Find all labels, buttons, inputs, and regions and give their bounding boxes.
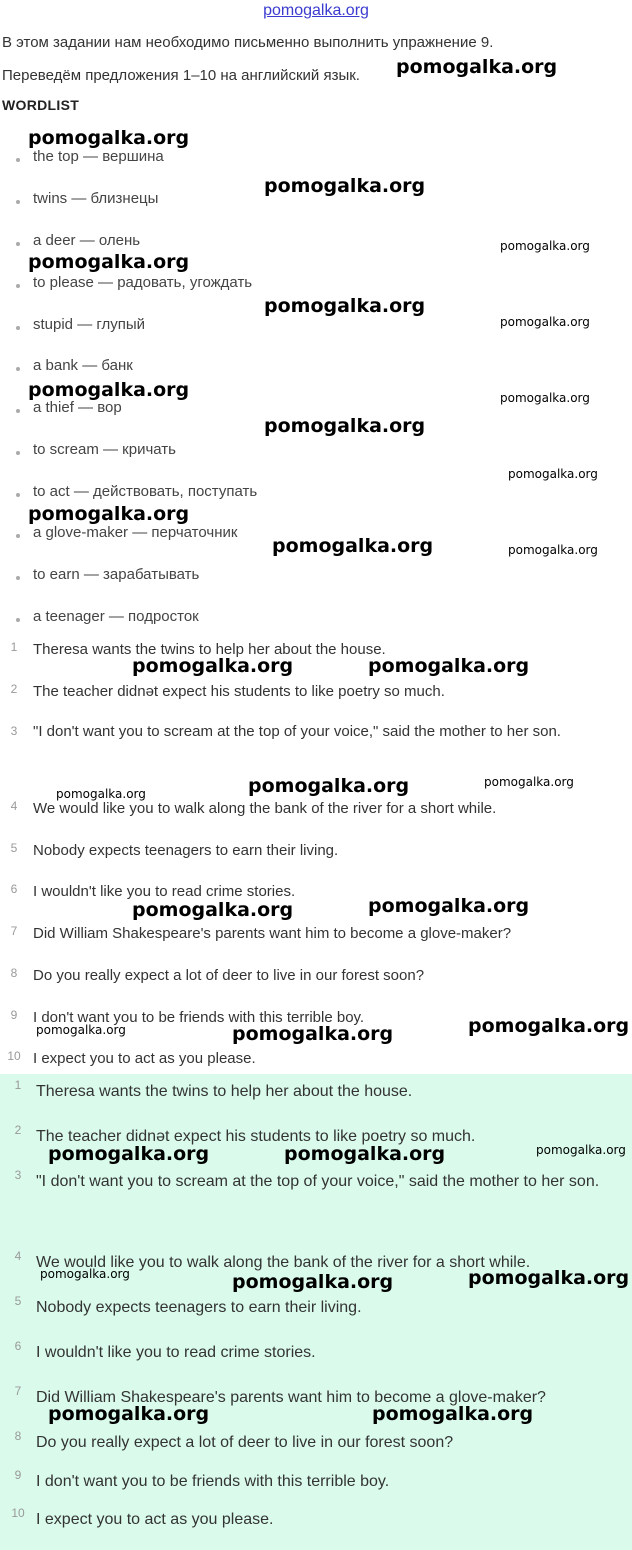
sentence-text: Do you really expect a lot of deer to live in our forest soon?: [33, 967, 425, 984]
sentence-text: Nobody expects teenagers to earn their living.: [33, 842, 339, 859]
answer-text: "I don't want you to scream at the top of your voice," said the mother to her son.: [36, 1173, 600, 1190]
wordlist-entry: a glove-maker — перчаточник: [33, 524, 238, 541]
bullet-icon: [16, 284, 20, 288]
list-item: [14, 316, 574, 346]
watermark: pomogalka.org: [508, 467, 598, 481]
watermark: pomogalka.org: [248, 775, 410, 797]
bullet-icon: [16, 534, 20, 538]
sentence-text: I wouldn't like you to read crime stories.: [33, 883, 296, 900]
intro-line-2: Переведём предложения 1–10 на английский язык.: [2, 67, 360, 84]
answer-text: We would like you to walk along the bank of the river for a short while.: [36, 1254, 531, 1271]
wordlist-entry: to act — действовать, поступать: [33, 483, 258, 500]
watermark: pomogalka.org: [500, 315, 590, 329]
watermark: pomogalka.org: [132, 655, 294, 677]
watermark: pomogalka.org: [28, 127, 190, 149]
watermark: pomogalka.org: [264, 175, 426, 197]
watermark: pomogalka.org: [36, 1023, 126, 1037]
watermark: pomogalka.org: [500, 239, 590, 253]
answer-number: 10: [11, 1506, 25, 1520]
sentence-text: "I don't want you to scream at the top of your voice," said the mother to her son.: [33, 723, 561, 740]
sentence-number: 9: [10, 1008, 18, 1022]
answer-number: 6: [14, 1339, 22, 1353]
answer-number: 2: [14, 1123, 22, 1137]
answer-text: I don't want you to be friends with this terrible boy.: [36, 1473, 390, 1490]
answer-text: The teacher didnәt expect his students to like poetry so much.: [36, 1128, 476, 1145]
sentence-number: 5: [10, 841, 18, 855]
watermark: pomogalka.org: [28, 251, 190, 273]
wordlist-entry: to earn — зарабатывать: [33, 566, 200, 583]
watermark: pomogalka.org: [28, 379, 190, 401]
watermark: pomogalka.org: [264, 415, 426, 437]
answer-number: 3: [14, 1168, 22, 1182]
site-link[interactable]: pomogalka.org: [263, 2, 369, 19]
watermark: pomogalka.org: [272, 535, 434, 557]
sentence-text: The teacher didnәt expect his students to like poetry so much.: [33, 683, 445, 700]
sentence-number: 1: [10, 640, 18, 654]
sentence-number: 8: [10, 966, 18, 980]
bullet-icon: [16, 576, 20, 580]
sentence-number: 2: [10, 682, 18, 696]
list-item: [14, 441, 574, 471]
watermark: pomogalka.org: [484, 775, 574, 789]
watermark: pomogalka.org: [28, 503, 190, 525]
bullet-icon: [16, 326, 20, 330]
answer-number: 4: [14, 1249, 22, 1263]
watermark: pomogalka.org: [284, 1143, 446, 1165]
watermark: pomogalka.org: [468, 1015, 630, 1037]
watermark: pomogalka.org: [368, 655, 530, 677]
bullet-icon: [16, 409, 20, 413]
sentence-number: 4: [10, 799, 18, 813]
wordlist-entry: a teenager — подросток: [33, 608, 199, 625]
watermark: pomogalka.org: [56, 787, 146, 801]
watermark: pomogalka.org: [40, 1267, 130, 1281]
answer-number: 5: [14, 1294, 22, 1308]
sentence-number: 10: [7, 1049, 21, 1063]
watermark: pomogalka.org: [508, 543, 598, 557]
wordlist-heading: WORDLIST: [2, 97, 80, 113]
answer-text: I expect you to act as you please.: [36, 1511, 274, 1528]
bullet-icon: [16, 158, 20, 162]
answer-number: 8: [14, 1429, 22, 1443]
watermark: pomogalka.org: [264, 295, 426, 317]
answer-number: 7: [14, 1384, 22, 1398]
sentence-text: I don't want you to be friends with this terrible boy.: [33, 1009, 365, 1026]
bullet-icon: [16, 493, 20, 497]
list-item: [14, 608, 574, 638]
bullet-icon: [16, 618, 20, 622]
watermark: pomogalka.org: [48, 1143, 210, 1165]
sentence-text: We would like you to walk along the bank of the river for a short while.: [33, 800, 497, 817]
bullet-icon: [16, 451, 20, 455]
wordlist-entry: to please — радовать, угождать: [33, 274, 253, 291]
bullet-icon: [16, 200, 20, 204]
watermark: pomogalka.org: [132, 899, 294, 921]
sentence-text: Theresa wants the twins to help her about the house.: [33, 641, 386, 658]
answer-number: 1: [14, 1078, 22, 1092]
watermark: pomogalka.org: [232, 1271, 394, 1293]
watermark: pomogalka.org: [368, 895, 530, 917]
list-item: [14, 566, 574, 596]
sentence-text: Did William Shakespeare's parents want him to become a glove-maker?: [33, 925, 512, 942]
answer-text: Do you really expect a lot of deer to live in our forest soon?: [36, 1434, 454, 1451]
watermark: pomogalka.org: [232, 1023, 394, 1045]
sentence-number: 6: [10, 882, 18, 896]
answer-text: Did William Shakespeare's parents want him to become a glove-maker?: [36, 1389, 546, 1406]
watermark: pomogalka.org: [536, 1143, 626, 1157]
answer-text: Theresa wants the twins to help her about the house.: [36, 1083, 413, 1100]
answer-text: Nobody expects teenagers to earn their living.: [36, 1299, 362, 1316]
answer-text: I wouldn't like you to read crime stories.: [36, 1344, 316, 1361]
watermark: pomogalka.org: [372, 1403, 534, 1425]
sentence-text: I expect you to act as you please.: [33, 1050, 256, 1067]
wordlist-entry: a deer — олень: [33, 232, 141, 249]
wordlist-entry: to scream — кричать: [33, 441, 176, 458]
intro-line-1: В этом задании нам необходимо письменно выполнить упражнение 9.: [2, 34, 494, 51]
wordlist-entry: stupid — глупый: [33, 316, 146, 333]
answer-number: 9: [14, 1468, 22, 1482]
sentence-number: 7: [10, 924, 18, 938]
watermark: pomogalka.org: [48, 1403, 210, 1425]
bullet-icon: [16, 367, 20, 371]
wordlist-entry: a thief — вор: [33, 399, 122, 416]
wordlist-entry: the top — вершина: [33, 148, 164, 165]
sentence-number: 3: [10, 724, 18, 738]
watermark: pomogalka.org: [396, 56, 558, 78]
list-item: [14, 148, 574, 178]
bullet-icon: [16, 242, 20, 246]
watermark: pomogalka.org: [500, 391, 590, 405]
wordlist-entry: twins — близнецы: [33, 190, 159, 207]
wordlist-entry: a bank — банк: [33, 357, 133, 374]
watermark: pomogalka.org: [468, 1267, 630, 1289]
